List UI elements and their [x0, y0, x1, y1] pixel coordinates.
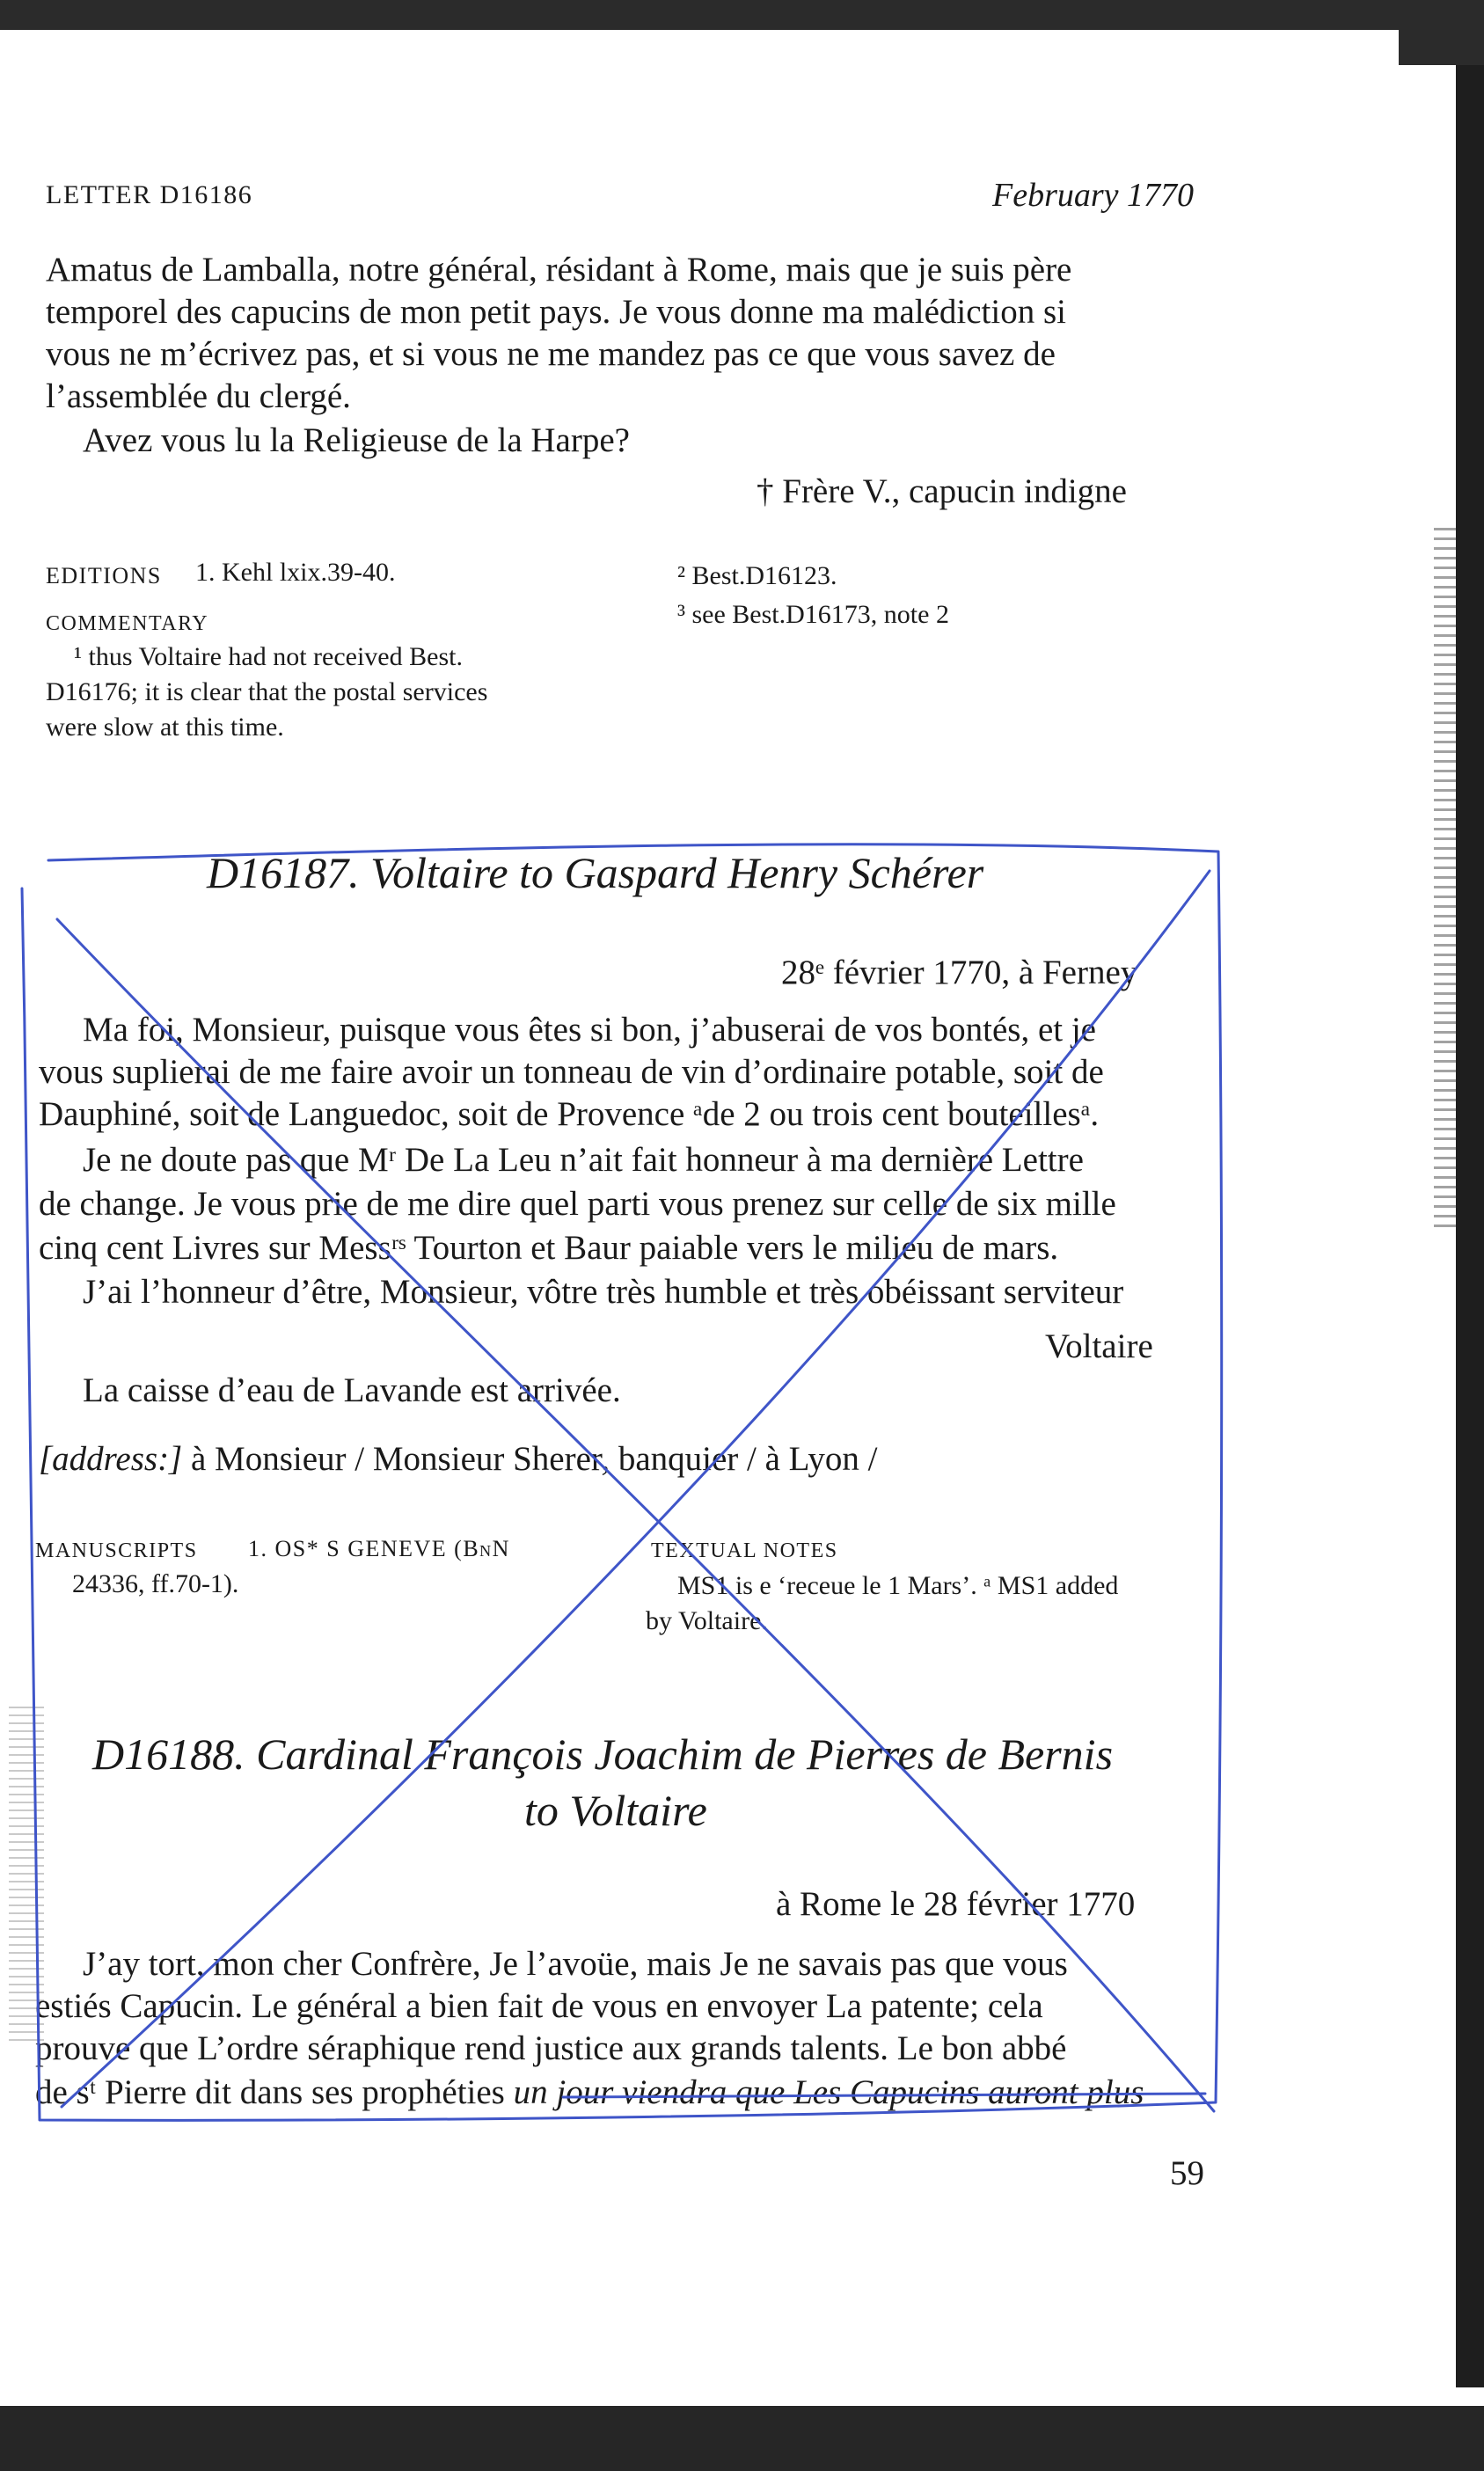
d16187-line-6: cinq cent Livres sur Messʳˢ Tourton et Baur paiable vers le milieu de mars. — [39, 1229, 1059, 1267]
d16187-line-4: Je ne doute pas que Mʳ De La Leu n’ait fait honneur à ma dernière Lettre — [83, 1141, 1084, 1179]
d16186-line-4: l’assemblée du clergé. — [46, 377, 351, 415]
d16187-line-3: Dauphiné, soit de Languedoc, soit de Provence ᵃde 2 ou trois cent bouteillesᵃ. — [39, 1095, 1100, 1133]
manuscripts-line-2: 24336, ff.70-1). — [72, 1569, 239, 1598]
textual-notes-line-2: by Voltaire. — [646, 1606, 768, 1635]
d16186-signature: † Frère V., capucin indigne — [757, 472, 1127, 510]
d16187-line-1: Ma foi, Monsieur, puisque vous êtes si bon, j’abuserai de vos bontés, et je — [83, 1011, 1096, 1049]
running-head-left: LETTER D16186 — [46, 180, 253, 209]
editions-label: EDITIONS — [46, 563, 162, 589]
textual-notes-label: TEXTUAL NOTES — [651, 1539, 838, 1562]
d16187-address — [39, 1439, 877, 1480]
manuscripts-label: MANUSCRIPTS — [35, 1539, 198, 1562]
d16187-dateline: 28ᵉ février 1770, à Ferney — [781, 954, 1138, 991]
d16187-postscript: La caisse d’eau de Lavande est arrivée. — [83, 1371, 621, 1409]
d16188-line-3: prouve que L’ordre séraphique rend justice aux grands talents. Le bon abbé — [35, 2029, 1067, 2067]
scan-noise-right — [1434, 528, 1456, 1232]
d16188-line-2: estiés Capucin. Le général a bien fait de vous en envoyer La patente; cela — [35, 1987, 1043, 2025]
d16187-signature: Voltaire — [1045, 1327, 1153, 1365]
commentary-line-2: D16176; it is clear that the postal services — [46, 677, 488, 706]
editions-text: 1. Kehl lxix.39-40. — [195, 558, 396, 587]
scan-edge-top — [0, 0, 1484, 30]
d16188-title-line-2: to Voltaire — [524, 1786, 707, 1835]
address-text: à Monsieur / Monsieur Sherer, banquier / à Lyon / — [182, 1440, 878, 1478]
d16186-line-2: temporel des capucins de mon petit pays. Je vous donne ma malédiction si — [46, 293, 1066, 331]
d16187-line-2: vous suplierai de me faire avoir un tonneau de vin d’ordinaire potable, soit de — [39, 1053, 1104, 1091]
d16186-line-3: vous ne m’écrivez pas, et si vous ne me mandez pas ce que vous savez de — [46, 335, 1056, 373]
d16187-line-7: J’ai l’honneur d’être, Monsieur, vôtre très humble et très obéissant serviteur — [83, 1273, 1124, 1311]
d16188-dateline: à Rome le 28 février 1770 — [776, 1885, 1136, 1923]
manuscripts-line-1: 1. OS* S GENEVE (BnN — [248, 1536, 510, 1561]
scan-edge-corner — [1399, 30, 1484, 65]
d16188-line-4-italic: un jour viendra que Les Capucins auront plus — [513, 2073, 1144, 2111]
commentary-label: COMMENTARY — [46, 612, 209, 635]
footnote-2: ² Best.D16123. — [677, 561, 837, 590]
scan-edge-right — [1456, 65, 1484, 2387]
d16186-line-1: Amatus de Lamballa, notre général, résidant à Rome, mais que je suis père — [46, 251, 1072, 289]
footnote-3: ³ see Best.D16173, note 2 — [677, 600, 949, 629]
commentary-line-1: ¹ thus Voltaire had not received Best. — [74, 642, 463, 671]
d16188-line-4 — [35, 2073, 1144, 2113]
d16188-line-1: J’ay tort, mon cher Confrère, Je l’avoüe, mais Je ne savais pas que vous — [83, 1945, 1068, 1983]
address-label: [address:] — [39, 1440, 183, 1478]
scan-edge-bottom — [0, 2406, 1484, 2471]
commentary-line-3: were slow at this time. — [46, 713, 284, 742]
textual-notes-line-1: MS1 is e ‘receue le 1 Mars’. ᵃ MS1 added — [677, 1571, 1119, 1600]
d16188-line-4-roman: de sᵗ Pierre dit dans ses prophéties — [35, 2073, 514, 2111]
d16187-title: D16187. Voltaire to Gaspard Henry Schérer — [207, 848, 984, 897]
page-number: 59 — [1170, 2154, 1204, 2192]
d16186-line-5: Avez vous lu la Religieuse de la Harpe? — [83, 421, 630, 459]
d16188-title-line-1: D16188. Cardinal François Joachim de Pierres de Bernis — [92, 1729, 1114, 1779]
d16187-line-5: de change. Je vous prie de me dire quel parti vous prenez sur celle de six mille — [39, 1185, 1116, 1223]
running-head-right: February 1770 — [992, 177, 1195, 214]
